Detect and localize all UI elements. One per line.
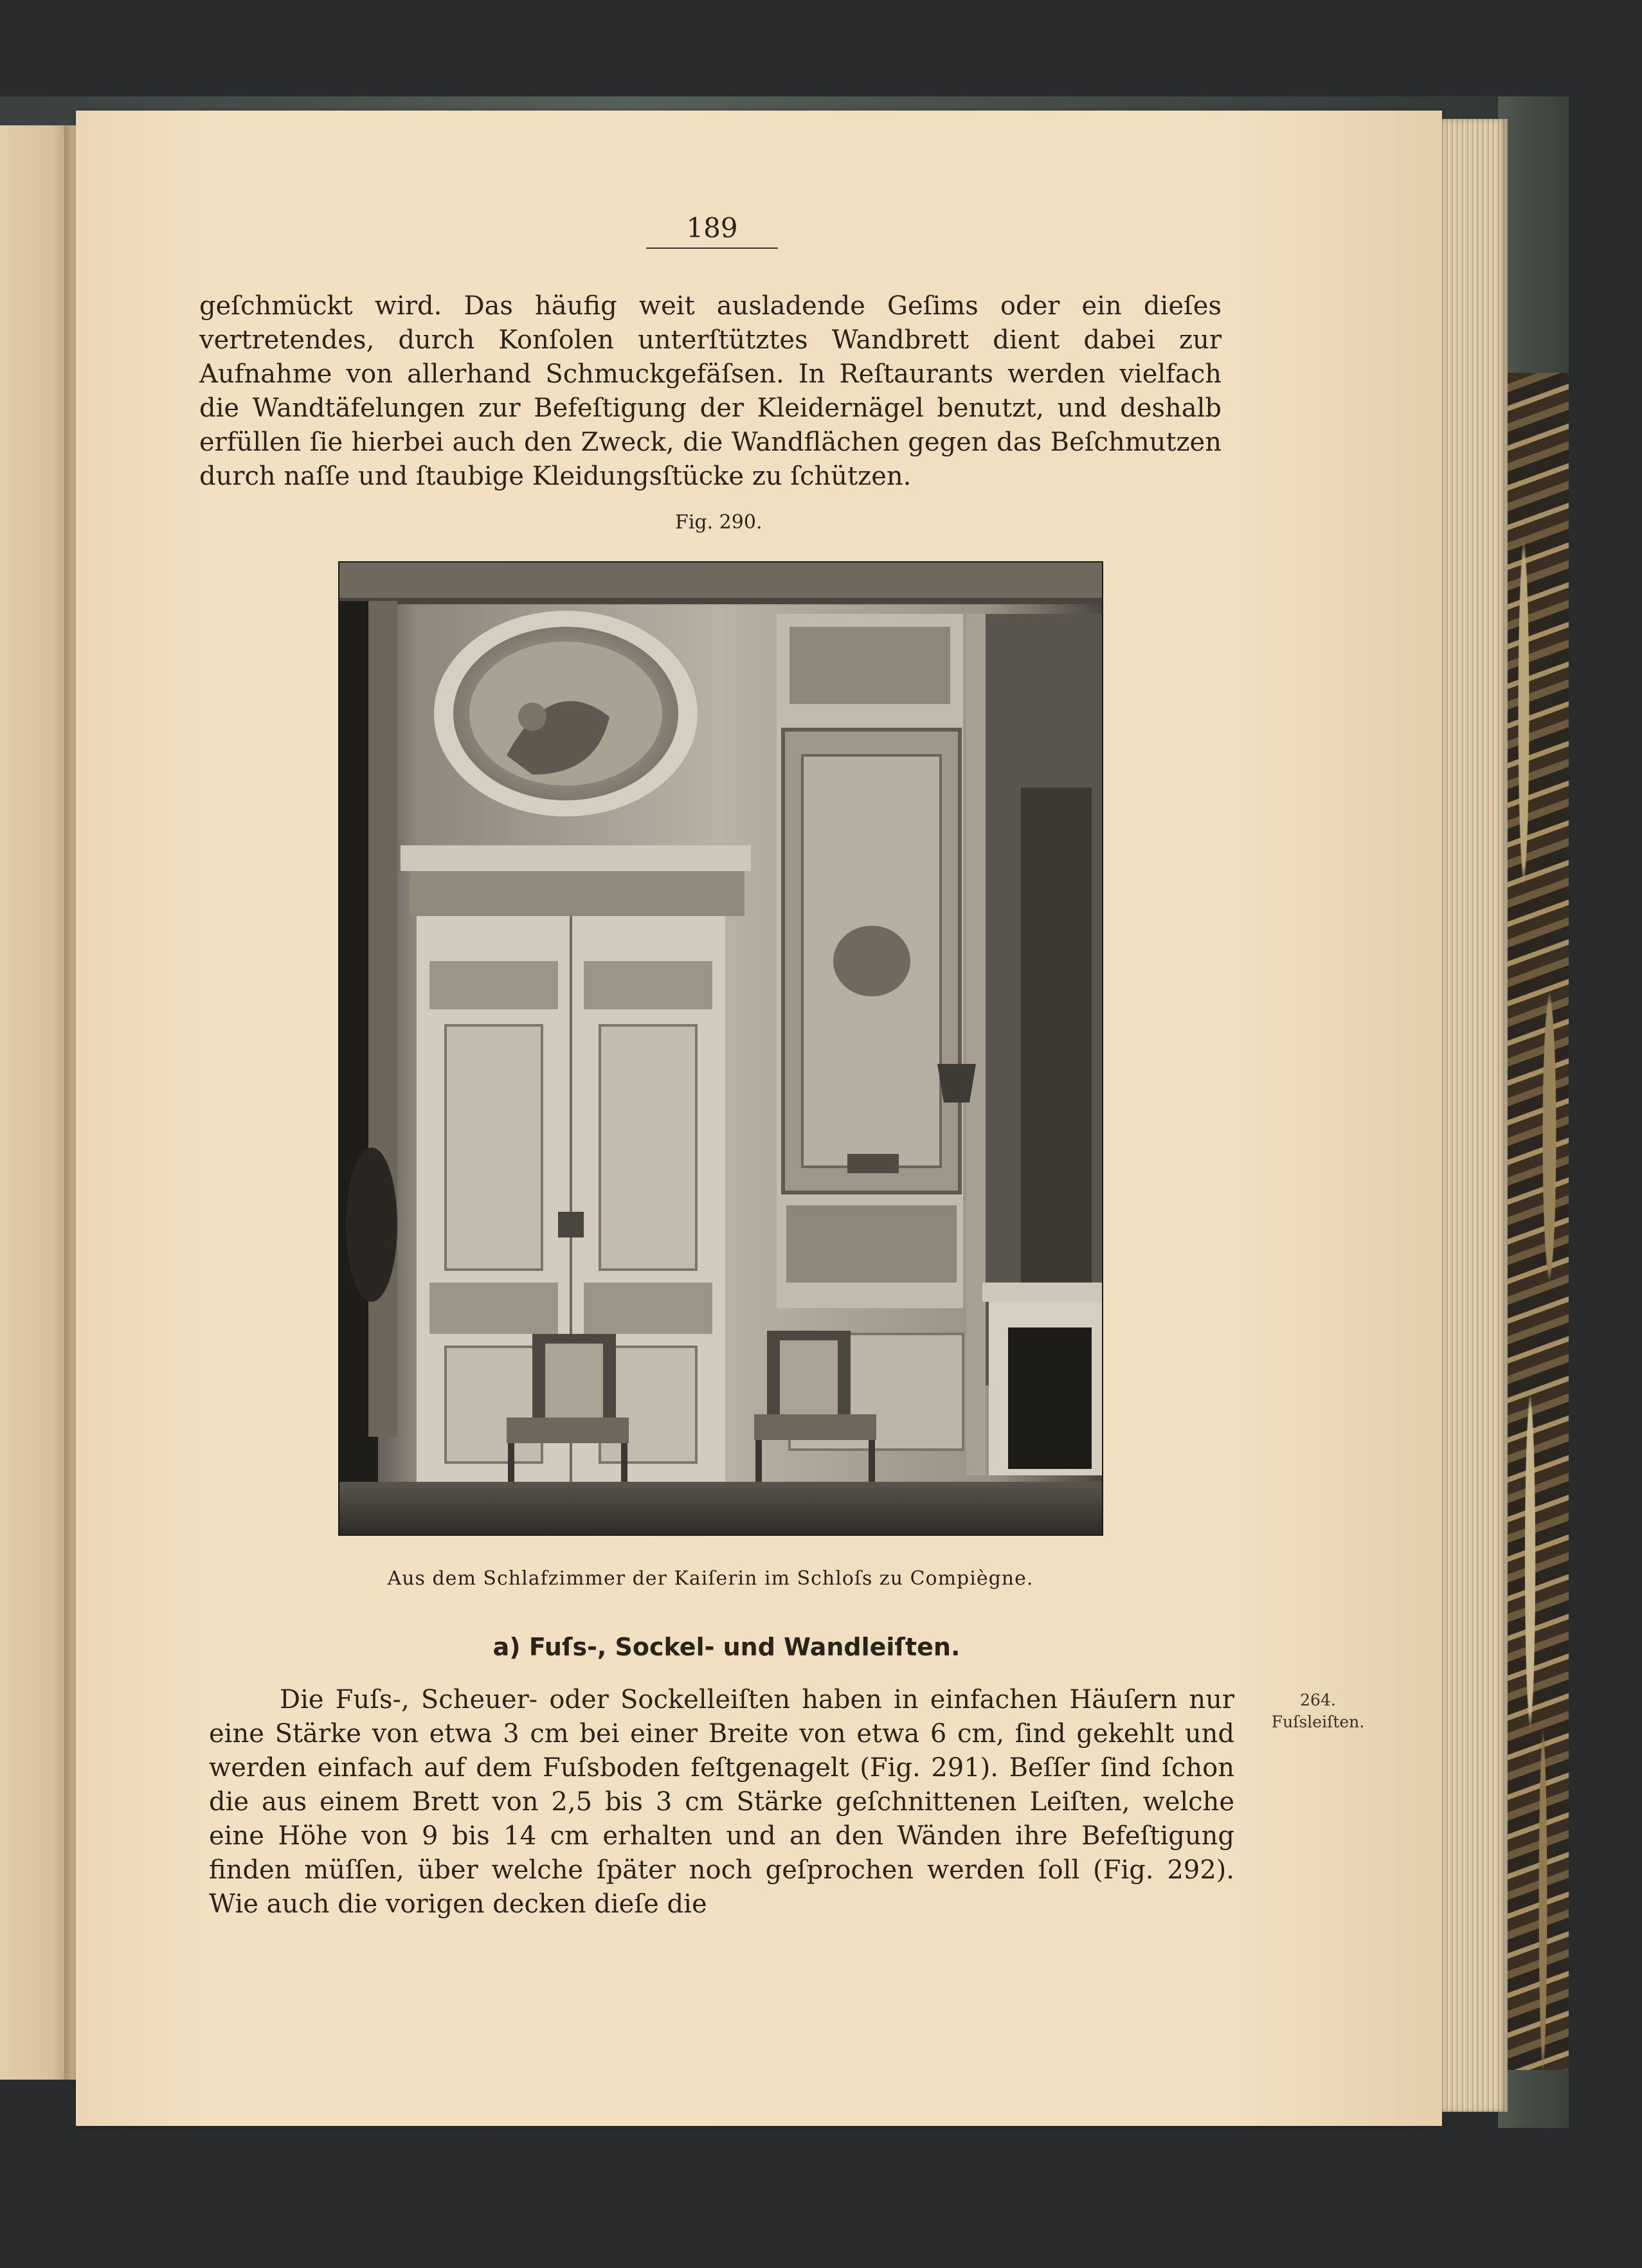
figure-photograph — [338, 561, 1103, 1536]
page-number: 189 — [646, 212, 778, 249]
margin-note-title: Fuſsleiſten. — [1271, 1713, 1365, 1731]
figure-label: Fig. 290. — [675, 511, 762, 534]
margin-note — [1254, 1689, 1382, 1733]
left-facing-page — [0, 125, 74, 2080]
marbled-endpaper — [1504, 373, 1569, 2070]
body-paragraph-2: Die Fuſs-, Scheuer- oder Sockelleiſten haben in einfachen Häuſern nur eine Stärke von etwa 3 cm bei einer Breite von etwa 6 cm, ſind gekehlt und werden einfach auf dem Fuſsboden feſtgenagelt (Fig. 291). Beſſer ſind ſchon die aus einem Brett von 2,5 bis 3 cm Stärke geſchnittenen Leiſten, welche eine Höhe von 9 bis 14 cm erhalten und an den Wänden ihre Befeſtigung finden müſſen, über welche ſpäter noch geſprochen werden ſoll (Fig. 292). Wie auch die vorigen decken dieſe die — [209, 1685, 1234, 1919]
body-paragraph-1: geſchmückt wird. Das häufig weit ausladende Geſims oder ein dieſes vertretendes, durch Konſolen unterſtütztes Wandbrett dient dabei zur Aufnahme von allerhand Schmuckgefäſsen. In Reſtaurants werden vielfach die Wandtäfelungen zur Befeſtigung der Kleidernägel benutzt, und deshalb erfüllen ſie hierbei auch den Zweck, die Wandflächen gegen das Beſchmutzen durch naſſe und ſtaubige Kleidungsſtücke zu ſchützen. — [199, 291, 1222, 491]
margin-note-number: 264. — [1300, 1691, 1336, 1709]
section-heading: a) Fuſs-, Sockel- und Wandleiſten. — [492, 1633, 961, 1661]
figure-caption: Aus dem Schlafzimmer der Kaiſerin im Schloſs zu Compiègne. — [387, 1567, 1034, 1590]
